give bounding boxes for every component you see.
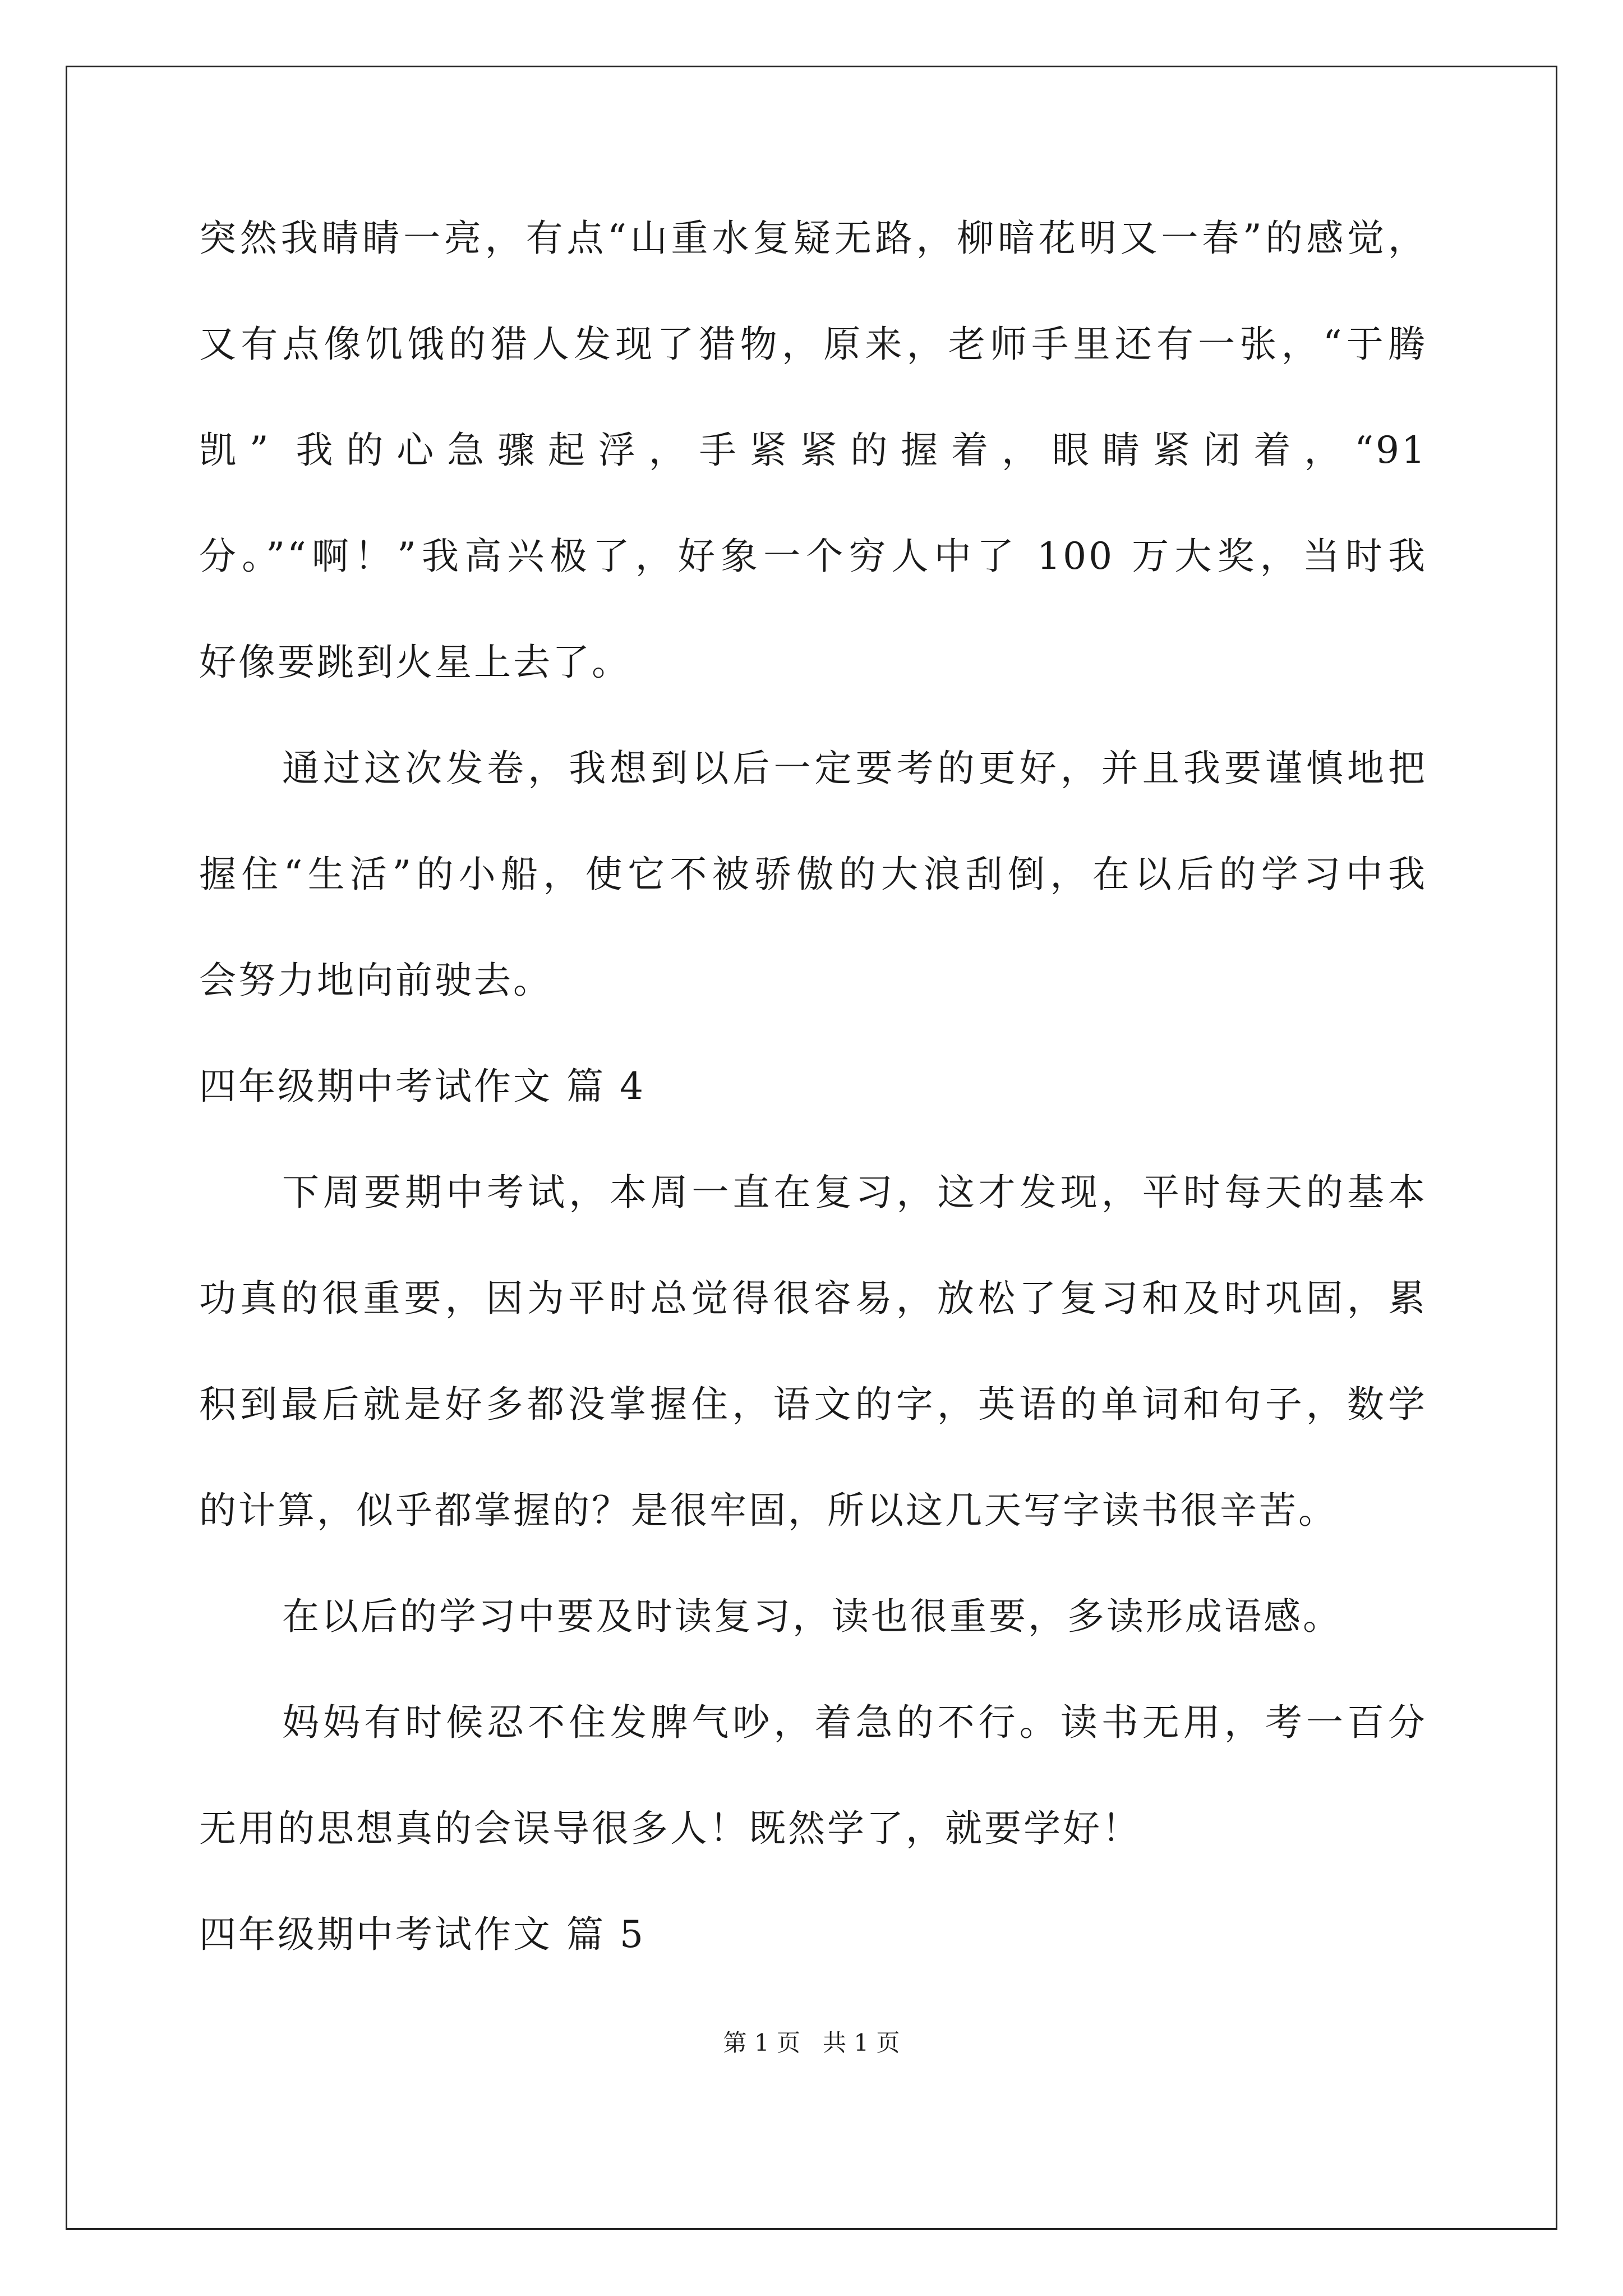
paragraph-line: 在以后的学习中要及时读复习，读也很重要，多读形成语感。 xyxy=(282,1595,1342,1638)
paragraph-line: 握住“生活”的小船，使它不被骄傲的大浪刮倒，在以后的学习中我 xyxy=(199,853,1427,896)
paragraph-line: 又有点像饥饿的猎人发现了猎物，原来，老师手里还有一张，“于腾 xyxy=(199,323,1427,366)
paragraph-line: 好像要跳到火星上去了。 xyxy=(199,641,631,684)
paragraph-line: 无用的思想真的会误导很多人！既然学了，就要学好！ xyxy=(199,1807,1141,1850)
paragraph-line: 的计算，似乎都掌握的？是很牢固，所以这几天写字读书很辛苦。 xyxy=(199,1489,1338,1532)
paragraph-line: 分。”“啊！”我高兴极了，好象一个穷人中了 100 万大奖，当时我 xyxy=(199,535,1427,578)
paragraph-line: 妈妈有时候忍不住发脾气吵，着急的不行。读书无用，考一百分 xyxy=(282,1701,1427,1744)
paragraph-line: 凯” 我的心急骤起浮，手紧紧的握着，眼睛紧闭着，“91 xyxy=(199,429,1427,472)
document-body xyxy=(199,185,1427,1987)
paragraph-line: 下周要期中考试，本周一直在复习，这才发现，平时每天的基本 xyxy=(282,1171,1427,1214)
section-heading: 四年级期中考试作文 篇 5 xyxy=(199,1913,645,1956)
paragraph-line: 突然我睛睛一亮，有点“山重水复疑无路，柳暗花明又一春”的感觉， xyxy=(199,217,1427,260)
paragraph-line: 功真的很重要，因为平时总觉得很容易，放松了复习和及时巩固，累 xyxy=(199,1277,1427,1320)
paragraph-line: 积到最后就是好多都没掌握住，语文的字，英语的单词和句子，数学 xyxy=(199,1383,1427,1426)
page-number-footer: 第 1 页 共 1 页 xyxy=(723,2029,900,2056)
paragraph-line: 通过这次发卷，我想到以后一定要考的更好，并且我要谨慎地把 xyxy=(282,747,1427,790)
paragraph-line: 会努力地向前驶去。 xyxy=(199,959,552,1002)
section-heading: 四年级期中考试作文 篇 4 xyxy=(199,1065,645,1108)
